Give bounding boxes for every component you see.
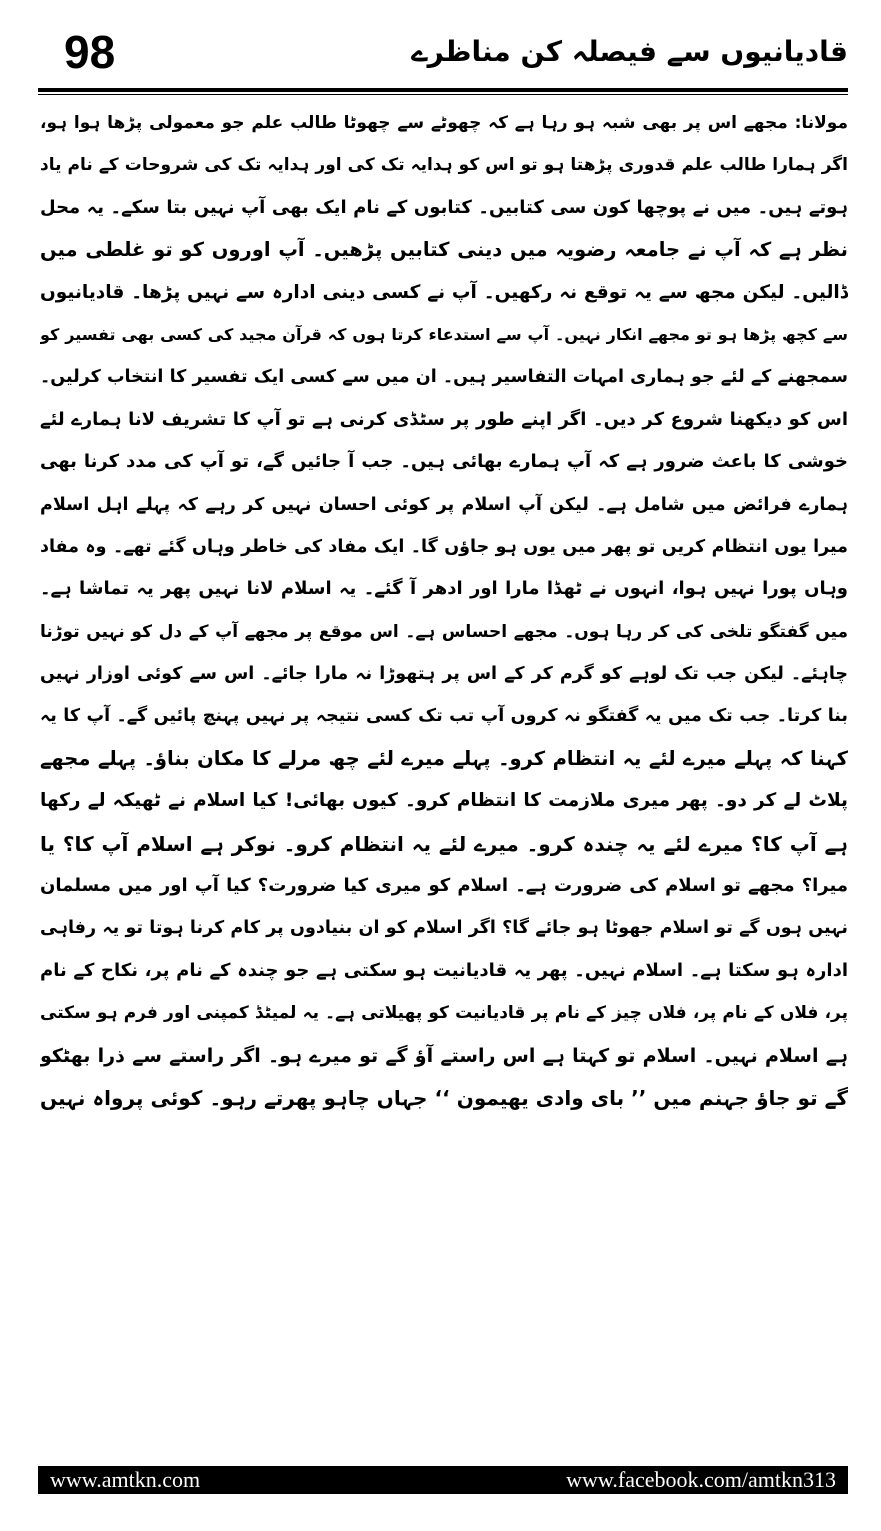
- body-line: ڈالیں۔ لیکن مجھ سے یہ توقع نہ رکھیں۔ آپ نے کسی دینی ادارہ سے نہیں پڑھا۔ قادیانیوں: [40, 281, 848, 303]
- body-line: اس کو دیکھنا شروع کر دیں۔ اگر اپنے طور پر سٹڈی کرنی ہے تو آپ کا تشریف لانا ہمارے لئے: [40, 408, 848, 430]
- body-line: میرا یوں انتظام کریں تو پھر میں یوں ہو جاؤں گا۔ ایک مفاد کی خاطر وہاں گئے تھے۔ وہ مفاد: [40, 536, 848, 557]
- header-rule-thick: [38, 88, 848, 92]
- page-header: [38, 18, 848, 90]
- body-line: ہمارے فرائض میں شامل ہے۔ لیکن آپ اسلام پر کوئی احسان نہیں کر رہے کہ پہلے اہل اسلام: [40, 494, 848, 515]
- body-line: [40, 102, 848, 144]
- body-line: گے تو جاؤ جہنم میں ’’ بای وادی یھیمون ‘‘ جہاں چاہو پھرتے رہو۔ کوئی پرواہ نہیں: [40, 1085, 848, 1110]
- footer-facebook-link[interactable]: www.facebook.com/amtkn313: [566, 1467, 836, 1492]
- body-line: میرا؟ مجھے تو اسلام کی ضرورت ہے۔ اسلام کو میری کیا ضرورت؟ کیا آپ اور میں مسلمان: [40, 875, 848, 897]
- body-line: ہے اسلام نہیں۔ اسلام تو کہتا ہے اس راستے آؤ گے تو میرے ہو۔ اگر راستے سے ذرا بھٹکو: [40, 1044, 848, 1067]
- body-line: چاہئے۔ لیکن جب تک لوہے کو گرم کر کے اس پر ہتھوڑا نہ مارا جائے۔ اس سے کوئی اوزار نہیں: [40, 664, 848, 685]
- footer-bar: [38, 1466, 848, 1494]
- body-line: سے کچھ پڑھا ہو تو مجھے انکار نہیں۔ آپ سے استدعاء کرتا ہوں کہ قرآن مجید کی کسی بھی تفسیر کو: [40, 324, 848, 344]
- footer-website-link[interactable]: www.amtkn.com: [50, 1467, 201, 1492]
- body-line: نظر ہے کہ آپ نے جامعہ رضویہ میں دینی کتابیں پڑھیں۔ آپ اوروں کو تو غلطی میں: [40, 238, 848, 262]
- body-line: پر، فلاں کے نام پر، فلاں چیز کے نام پر قادیانیت کو پھیلاتی ہے۔ یہ لمیٹڈ کمپنی اور فرم ہو سکتی: [40, 1003, 848, 1024]
- body-line: نہیں ہوں گے تو اسلام جھوٹا ہو جائے گا؟ اگر اسلام کو ان بنیادوں پر کام کرنا ہوتا تو یہ رفاہی: [40, 918, 848, 939]
- body-line-text: مجھے اس پر بھی شبہ ہو رہا ہے کہ چھوٹے سے چھوٹا طالب علم جو معمولی پڑھا ہوا ہو،: [40, 113, 788, 133]
- body-text: [40, 102, 848, 1447]
- body-line: بنا کرتا۔ جب تک میں یہ گفتگو نہ کروں آپ تب تک کسی نتیجہ پر نہیں پہنچ پائیں گے۔ آپ کا یہ: [40, 706, 848, 727]
- header-rule-thin: [38, 94, 848, 95]
- body-line: اگر ہمارا طالب علم قدوری پڑھتا ہو تو اس کو ہدایہ تک کی اور ہدایہ تک کی شروحات کے نام یاد: [40, 155, 848, 176]
- page-number: 98: [64, 26, 116, 78]
- body-line: سمجھنے کے لئے جو ہماری امہات التفاسیر ہیں۔ ان میں سے کسی ایک تفسیر کا انتخاب کرلیں۔: [40, 367, 848, 388]
- body-line: میں گفتگو تلخی کی کر رہا ہوں۔ مجھے احساس ہے۔ اس موقع پر مجھے آپ کے دل کو نہیں توڑنا: [40, 621, 848, 642]
- body-line: ہوتے ہیں۔ میں نے پوچھا کون سی کتابیں۔ کتابوں کے نام ایک بھی آپ نہیں بتا سکے۔ یہ محل: [40, 196, 848, 218]
- body-line: وہاں پورا نہیں ہوا، انہوں نے ٹھڈا مارا اور ادھر آ گئے۔ یہ اسلام لانا نہیں پھر یہ تماشا ہے۔: [40, 578, 848, 600]
- body-line: ادارہ ہو سکتا ہے۔ اسلام نہیں۔ پھر یہ قادیانیت ہو سکتی ہے جو چندہ کے نام پر، نکاح کے نام: [40, 959, 848, 981]
- speaker-label: مولانا:: [794, 113, 848, 133]
- body-line: پلاٹ لے کر دو۔ پھر میری ملازمت کا انتظام کرو۔ کیوں بھائی! کیا اسلام نے ٹھیکہ لے رکھا: [40, 790, 848, 812]
- body-line: خوشی کا باعث ضرور ہے کہ آپ ہمارے بھائی ہیں۔ جب آ جائیں گے، تو آپ کی مدد کرنا بھی: [40, 451, 848, 473]
- body-line: ہے آپ کا؟ میرے لئے یہ چندہ کرو۔ میرے لئے یہ انتظام کرو۔ نوکر ہے اسلام آپ کا؟ یا: [40, 831, 848, 856]
- body-line: کہنا کہ پہلے میرے لئے یہ انتظام کرو۔ پہلے میرے لئے چھ مرلے کا مکان بناؤ۔ پہلے مجھے: [40, 746, 848, 770]
- book-title: قادیانیوں سے فیصلہ کن مناظرے: [411, 35, 848, 68]
